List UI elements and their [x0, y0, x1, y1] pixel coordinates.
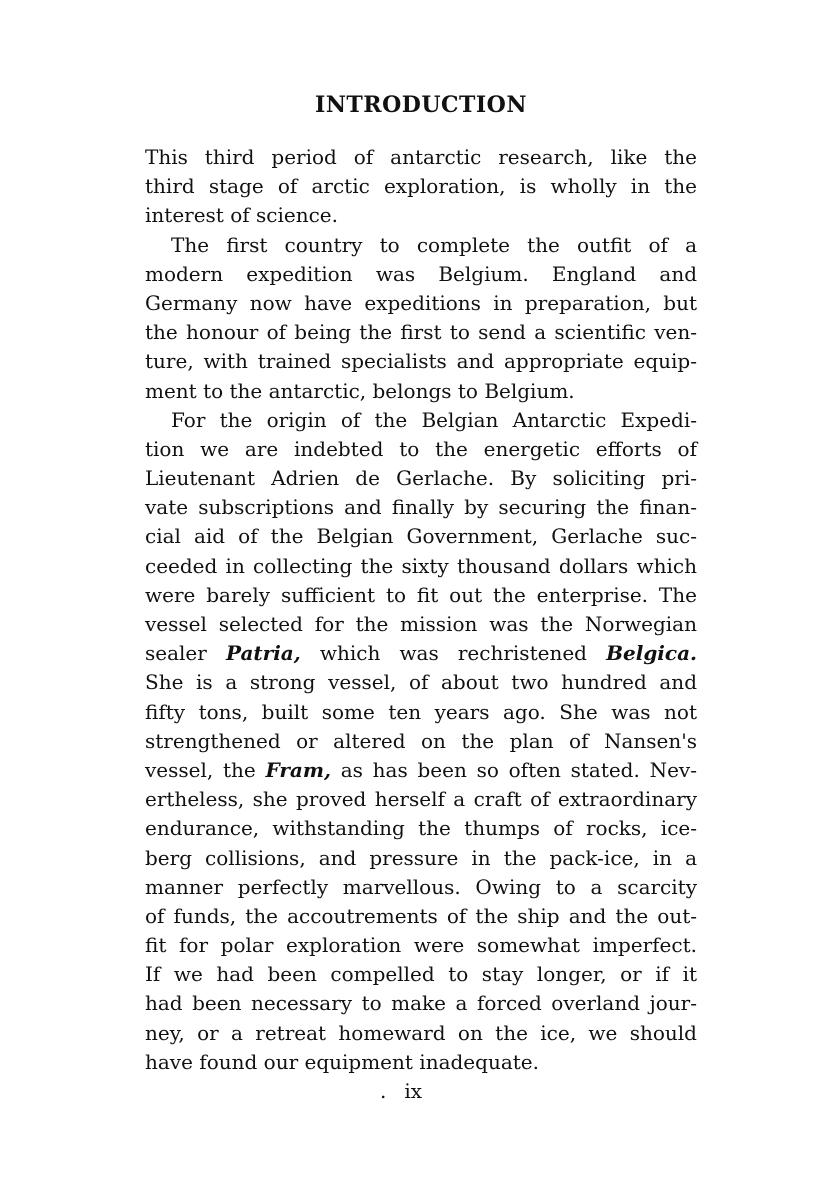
text-line: of funds, the accoutrements of the ship and the out- [145, 903, 697, 928]
text-line: have found our equipment inadequate. [145, 1049, 539, 1074]
ship-name-belgica: Belgica. [606, 641, 698, 666]
text-line: ceeded in collecting the sixty thousand dollars which [145, 553, 697, 578]
text-line: She is a strong vessel, of about two hundred and [145, 670, 697, 695]
text-line: This third period of antarctic research, like the [145, 145, 697, 169]
text-line: Lieutenant Adrien de Gerlache. By soliciting pri- [145, 466, 697, 491]
chapter-heading: INTRODUCTION [315, 92, 527, 118]
text-line: had been necessary to make a forced overland jour- [145, 991, 697, 1016]
folio-dot: . [380, 1079, 387, 1103]
text-line-fram [145, 756, 697, 785]
line-segment: as has been so often stated. Nev- [340, 757, 697, 782]
line-segment: sealer [145, 641, 207, 666]
text-line: manner perfectly marvellous. Owing to a scarcity [145, 874, 697, 899]
text-line: modern expedition was Belgium. England and [145, 261, 697, 286]
text-line: For the origin of the Belgian Antarctic Expedi- [171, 407, 697, 432]
text-line: endurance, withstanding the thumps of rocks, ice- [145, 816, 697, 841]
text-line: ture, with trained specialists and appropriate equip- [145, 349, 697, 374]
page-number [380, 1079, 460, 1103]
body-text [145, 143, 697, 1077]
ship-name-fram: Fram, [265, 757, 331, 782]
text-line: The first country to complete the outfit of a [171, 232, 697, 257]
text-line: If we had been compelled to stay longer, or if it [145, 962, 697, 987]
text-line: ertheless, she proved herself a craft of extraordinary [145, 787, 697, 812]
text-line: third stage of arctic exploration, is wholly in the [145, 174, 697, 199]
text-line: fit for polar exploration were somewhat imperfect. [145, 933, 697, 958]
text-line-patria [145, 639, 697, 668]
text-line: were barely sufficient to fit out the enterprise. The [145, 582, 697, 607]
text-line: Germany now have expeditions in preparation, but [145, 290, 697, 315]
folio-number: ix [404, 1079, 423, 1103]
text-line: fifty tons, built some ten years ago. She was not [145, 699, 697, 724]
text-line: tion we are indebted to the energetic efforts of [145, 436, 697, 461]
text-line: ney, or a retreat homeward on the ice, we should [145, 1020, 697, 1045]
text-line: vessel selected for the mission was the Norwegian [145, 612, 697, 636]
ship-name-patria: Patria, [225, 641, 301, 666]
text-line: berg collisions, and pressure in the pack-ice, in a [145, 845, 697, 870]
line-segment: which was rechristened [319, 641, 587, 666]
text-line: strengthened or altered on the plan of Nansen's [145, 728, 697, 753]
text-line: interest of science. [145, 203, 338, 228]
text-line: ment to the antarctic, belongs to Belgium. [145, 378, 575, 403]
text-line: cial aid of the Belgian Government, Gerlache suc- [145, 524, 697, 549]
text-line: vate subscriptions and finally by securing the finan- [145, 495, 697, 520]
text-line: the honour of being the first to send a scientific ven- [145, 320, 697, 345]
line-segment: vessel, the [145, 757, 256, 782]
